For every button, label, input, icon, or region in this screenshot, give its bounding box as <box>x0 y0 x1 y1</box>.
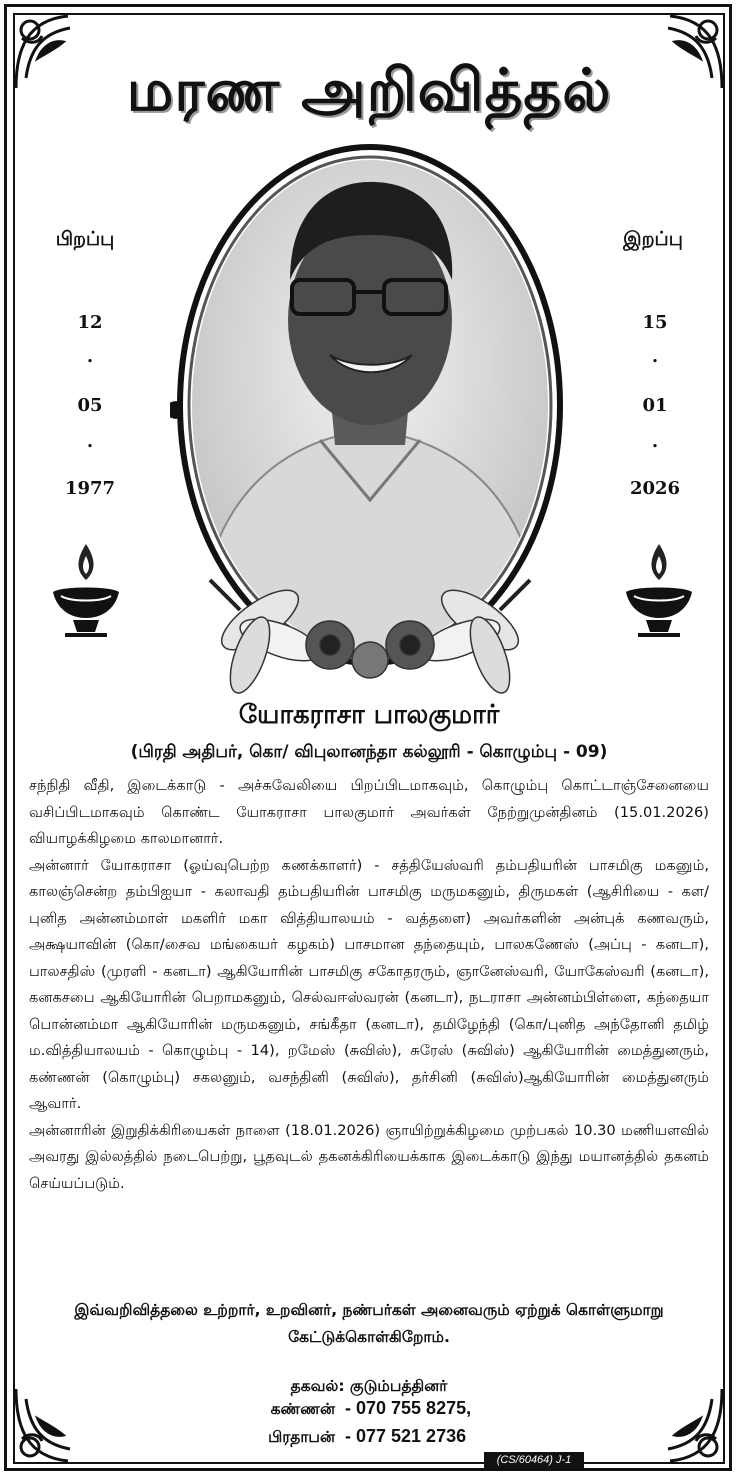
body-paragraph: அன்னாரின் இறுதிக்கிரியைகள் நாளை (18.01.2026) ஞாயிற்றுக்கிழமை முற்பகல் 10.30 மணியளவில் அவரது இல்லத்தில் நடைபெற்று, பூதவுடல் தகனக்கிரியைக்காக இடைக்காடு இந்து மயானத்தில் தகனம் செய்யப்படும். <box>29 1121 709 1192</box>
closing-line: இவ்வறிவித்தலை உற்றார், உறவினர், நண்பர்கள் அனைவரும் ஏற்றுக் கொள்ளுமாறு <box>74 1301 664 1319</box>
closing-request <box>30 1297 708 1351</box>
birth-label: பிறப்பு <box>55 228 115 250</box>
birth-year: 1977 <box>64 478 116 499</box>
death-column <box>608 228 698 253</box>
death-day: 15 <box>642 312 668 333</box>
birth-month: 05 <box>77 395 103 416</box>
reference-code: (CS/60464) J-1 <box>484 1452 584 1468</box>
corner-ornament-top-left <box>8 8 98 98</box>
birth-separator: . <box>86 431 94 452</box>
contact-title: தகவல்: குடும்பத்தினர் <box>290 1377 448 1395</box>
body-paragraph: அன்னார் யோகராசா (ஓய்வுபெற்ற கணக்காளர்) - சத்தியேஸ்வரி தம்பதியரின் பாசமிகு மகனும், காலஞ்சென்ற தம்பிஐயா - கலாவதி தம்பதியரின் பாசமிகு மருமகனும், திருமகள் (ஆசிரியை - கள/ புனித அன்னம்மாள் மகளிர் மகா வித்தியாலயம் - வத்தளை) அவர்களின் அன்புக் கணவரும், அக்ஷயாவின் (கொ/சைவ மங்கையர் கழகம்) பாசமான தந்தையும், பாலகணேஸ் (அப்பு - கனடா), பாலசதிஸ் (முரளி - கனடா) ஆகியோரின் பாசமிகு சகோதரரும், ஞானேஸ்வரி, யோகேஸ்வரி (கனடா), கனகசபை ஆகியோரின் பெறாமகனும், செல்வஈஸ்வரன் (கனடா), நடராசா அன்னம்பிள்ளை, கந்தையா பொன்னம்மா ஆகியோரின் மருமகனும், சங்கீதா (கனடா), தமிழேந்தி (கொ/புனித அந்தோனி தமிழ் ம.வித்தியாலயம் - கொழும்பு - 14), றமேஸ் (சுவிஸ்), சுரேஸ் (சுவிஸ்) ஆகியோரின் மைத்துனரும், கண்ணன் (கொழும்பு) சகலனும், வசந்தினி (சுவிஸ்), தர்சினி (சுவிஸ்)ஆகியோரின் மைத்துனரும் ஆவார். <box>29 856 709 1112</box>
notice-body <box>29 773 709 1197</box>
contact-name: பிரதாபன் <box>268 1428 335 1446</box>
corner-ornament-top-right <box>640 8 730 98</box>
oil-lamp-icon <box>620 540 698 640</box>
portrait-frame <box>170 140 570 700</box>
contact-name: கண்ணன் <box>270 1400 335 1418</box>
contact-phone: - 070 755 8275, <box>345 1398 472 1418</box>
frame-fleur-left <box>170 401 183 419</box>
photo-of-deceased <box>170 140 570 700</box>
notice-title: மரண அறிவித்தல் <box>126 56 612 124</box>
death-month: 01 <box>642 395 668 416</box>
death-separator: . <box>651 431 659 452</box>
body-paragraph: சந்நிதி வீதி, இடைக்காடு - அச்சுவேலியை பிறப்பிடமாகவும், கொழும்பு கொட்டாஞ்சேனையை வசிப்பிடமாகவும் கொண்ட யோகராசா பாலகுமார் அவர்கள் நேற்றுமுன்தினம் (15.01.2026) வியாழக்கிழமை காலமானார். <box>29 777 709 847</box>
birth-column <box>40 228 130 253</box>
contact-row <box>215 1400 535 1428</box>
contact-phone: - 077 521 2736 <box>345 1426 467 1446</box>
death-separator: . <box>651 346 659 367</box>
deceased-designation: (பிரதி அதிபர், கொ/ விபுலானந்தா கல்லூரி - கொழும்பு - 09) <box>130 742 608 762</box>
birth-separator: . <box>86 346 94 367</box>
death-label: இறப்பு <box>623 228 683 250</box>
closing-line: கேட்டுக்கொள்கிறோம். <box>288 1328 450 1346</box>
deceased-name: யோகராசா பாலகுமார் <box>238 700 500 730</box>
oil-lamp-icon <box>47 540 125 640</box>
birth-day: 12 <box>77 312 103 333</box>
death-year: 2026 <box>629 478 681 499</box>
